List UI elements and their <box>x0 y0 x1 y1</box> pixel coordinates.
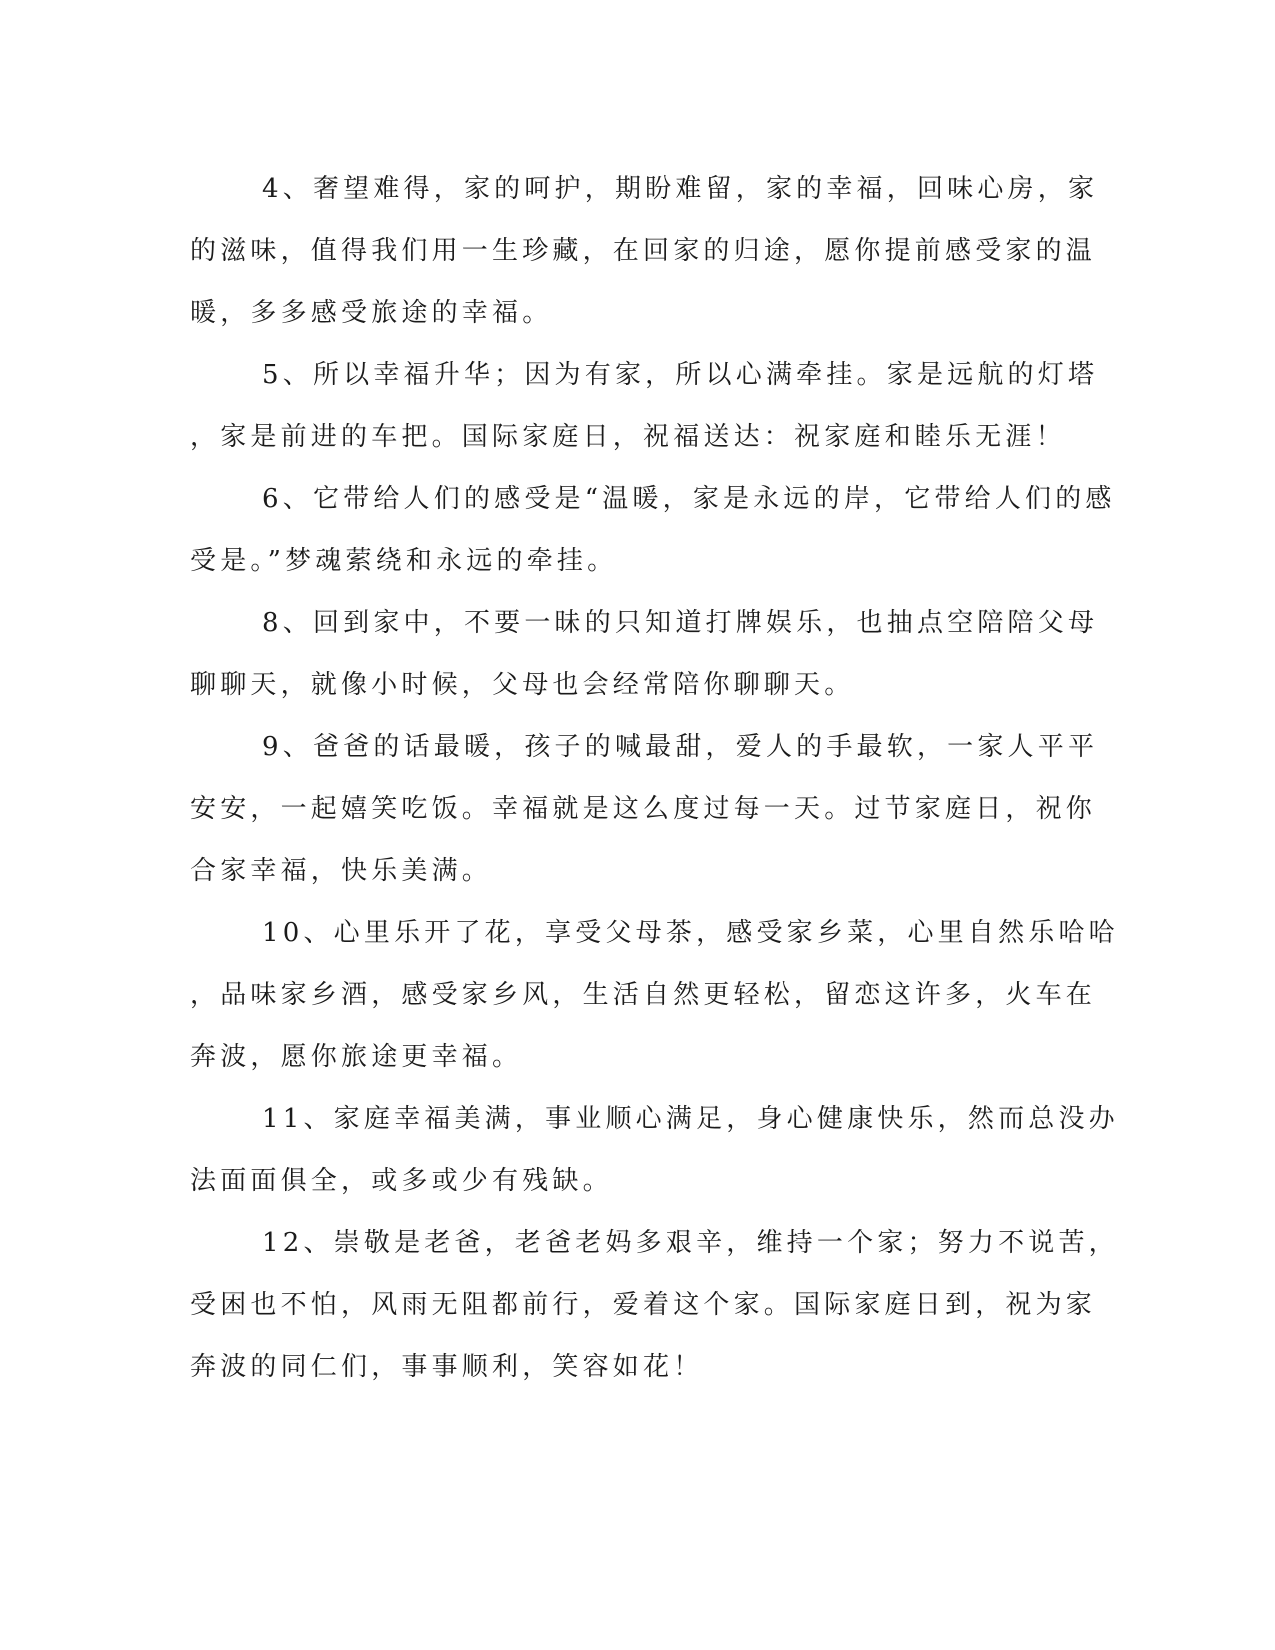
paragraph-10 <box>190 902 1119 1088</box>
paragraph-line: 安安，一起嬉笑吃饭。幸福就是这么度过每一天。过节家庭日，祝你 <box>190 794 1097 824</box>
paragraph-4 <box>190 158 1099 344</box>
paragraph-line: 11、家庭幸福美满，事业顺心满足，身心健康快乐，然而总没办 <box>262 1104 1119 1134</box>
paragraph-line: 受是。”梦魂萦绕和永远的牵挂。 <box>190 546 618 576</box>
paragraph-5 <box>190 344 1099 468</box>
paragraph-11 <box>190 1088 1119 1212</box>
paragraph-12 <box>190 1212 1119 1398</box>
paragraph-line: 8、回到家中，不要一昧的只知道打牌娱乐，也抽点空陪陪父母 <box>262 608 1099 638</box>
paragraph-line: 4、奢望难得，家的呵护，期盼难留，家的幸福，回味心房，家 <box>262 174 1099 204</box>
paragraph-line: ，家是前进的车把。国际家庭日，祝福送达：祝家庭和睦乐无涯！ <box>190 422 1066 452</box>
paragraph-line: 聊聊天，就像小时候，父母也会经常陪你聊聊天。 <box>190 670 855 700</box>
paragraph-line: 奔波，愿你旅途更幸福。 <box>190 1042 523 1072</box>
paragraph-line: ，品味家乡酒，感受家乡风，生活自然更轻松，留恋这许多，火车在 <box>190 980 1097 1010</box>
paragraph-line: 合家幸福，快乐美满。 <box>190 856 493 886</box>
paragraph-line: 9、爸爸的话最暖，孩子的喊最甜，爱人的手最软，一家人平平 <box>262 732 1099 762</box>
paragraph-line: 5、所以幸福升华；因为有家，所以心满牵挂。家是远航的灯塔 <box>262 360 1099 390</box>
paragraph-line: 的滋味，值得我们用一生珍藏，在回家的归途，愿你提前感受家的温 <box>190 236 1097 266</box>
paragraph-line: 6、它带给人们的感受是“温暖，家是永远的岸，它带给人们的感 <box>262 484 1116 514</box>
paragraph-8 <box>190 592 1099 716</box>
paragraph-line: 12、崇敬是老爸，老爸老妈多艰辛，维持一个家；努力不说苦， <box>262 1228 1119 1258</box>
paragraph-line: 奔波的同仁们，事事顺利，笑容如花！ <box>190 1352 704 1382</box>
paragraph-line: 受困也不怕，风雨无阻都前行，爱着这个家。国际家庭日到，祝为家 <box>190 1290 1097 1320</box>
paragraph-line: 10、心里乐开了花，享受父母茶，感受家乡菜，心里自然乐哈哈 <box>262 918 1119 948</box>
document-body <box>190 158 1119 1398</box>
paragraph-6 <box>190 468 1116 592</box>
paragraph-9 <box>190 716 1099 902</box>
paragraph-line: 暖，多多感受旅途的幸福。 <box>190 298 553 328</box>
paragraph-line: 法面面俱全，或多或少有残缺。 <box>190 1166 613 1196</box>
